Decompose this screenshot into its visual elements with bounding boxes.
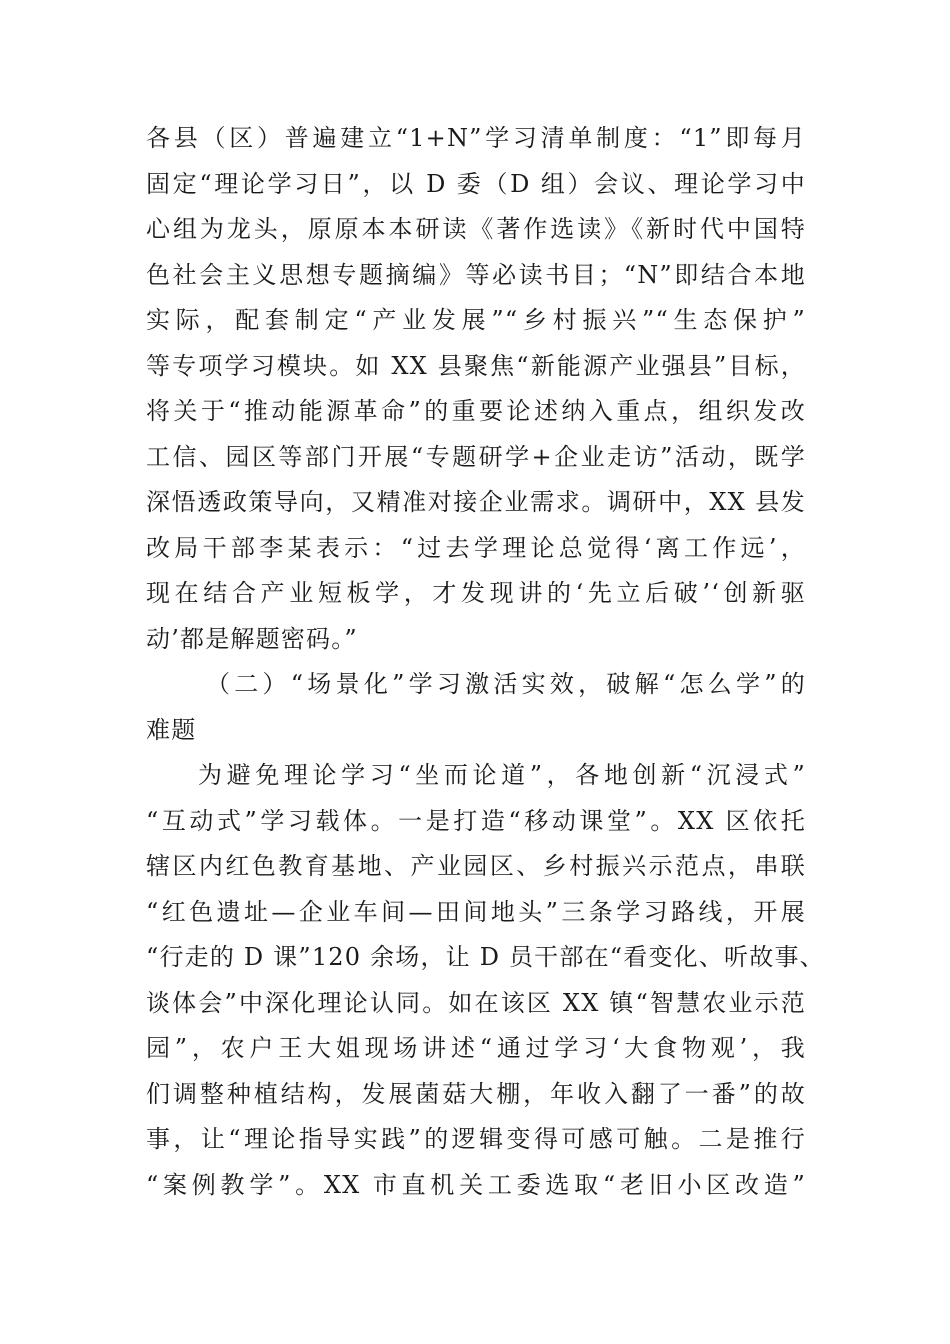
- text-line: 谈体会”中深化理论认同。如在该区 XX 镇“智慧农业示范: [146, 988, 806, 1017]
- document-body: [146, 116, 825, 1208]
- text-line: “互动式”学习载体。一是打造“移动课堂”。XX 区依托: [146, 806, 806, 835]
- text-line: 事，让“理论指导实践”的逻辑变得可感可触。二是推行: [146, 1125, 806, 1153]
- section-heading-line: （二）“场景化”学习激活实效，破解“怎么学”的: [206, 670, 806, 698]
- text-line: 等专项学习模块。如 XX 县聚焦“新能源产业强县”目标，: [146, 351, 806, 380]
- text-line: 园”，农户王大姐现场讲述“通过学习‘大食物观’，我: [146, 1034, 806, 1062]
- text-line: “行走的 D 课”120 余场，让 D 员干部在“看变化、听故事、: [146, 943, 825, 971]
- text-line: 辖区内红色教育基地、产业园区、乡村振兴示范点，串联: [146, 852, 806, 880]
- text-line: 实际，配套制定“产业发展”“乡村振兴”“生态保护”: [146, 306, 806, 334]
- text-line: 改局干部李某表示：“过去学理论总觉得‘离工作远’，: [146, 533, 806, 562]
- text-line: 各县（区）普遍建立“1+N”学习清单制度：“1”即每月: [146, 124, 806, 152]
- text-line: 将关于“推动能源革命”的重要论述纳入重点，组织发改: [146, 397, 806, 425]
- text-line: 们调整种植结构，发展菌菇大棚，年收入翻了一番”的故: [146, 1079, 806, 1108]
- text-line: 深悟透政策导向，又精准对接企业需求。调研中，XX 县发: [146, 488, 806, 516]
- text-line: “案例教学”。XX 市直机关工委选取“老旧小区改造”: [146, 1170, 806, 1199]
- text-line: 为避免理论学习“坐而论道”，各地创新“沉浸式”: [198, 761, 806, 789]
- text-line: 心组为龙头，原原本本研读《著作选读》《新时代中国特: [146, 215, 806, 243]
- text-line: 现在结合产业短板学，才发现讲的‘先立后破’‘创新驱: [146, 579, 806, 607]
- text-line: 色社会主义思想专题摘编》等必读书目；“N”即结合本地: [146, 260, 806, 289]
- text-line: 工信、园区等部门开展“专题研学+企业走访”活动，既学: [146, 442, 806, 471]
- text-line: “红色遗址—企业车间—田间地头”三条学习路线，开展: [146, 897, 806, 926]
- section-heading-line: 难题: [146, 715, 197, 744]
- text-line: 动’都是解题密码。”: [146, 624, 358, 653]
- text-line: 固定“理论学习日”，以 D 委（D 组）会议、理论学习中: [146, 169, 806, 198]
